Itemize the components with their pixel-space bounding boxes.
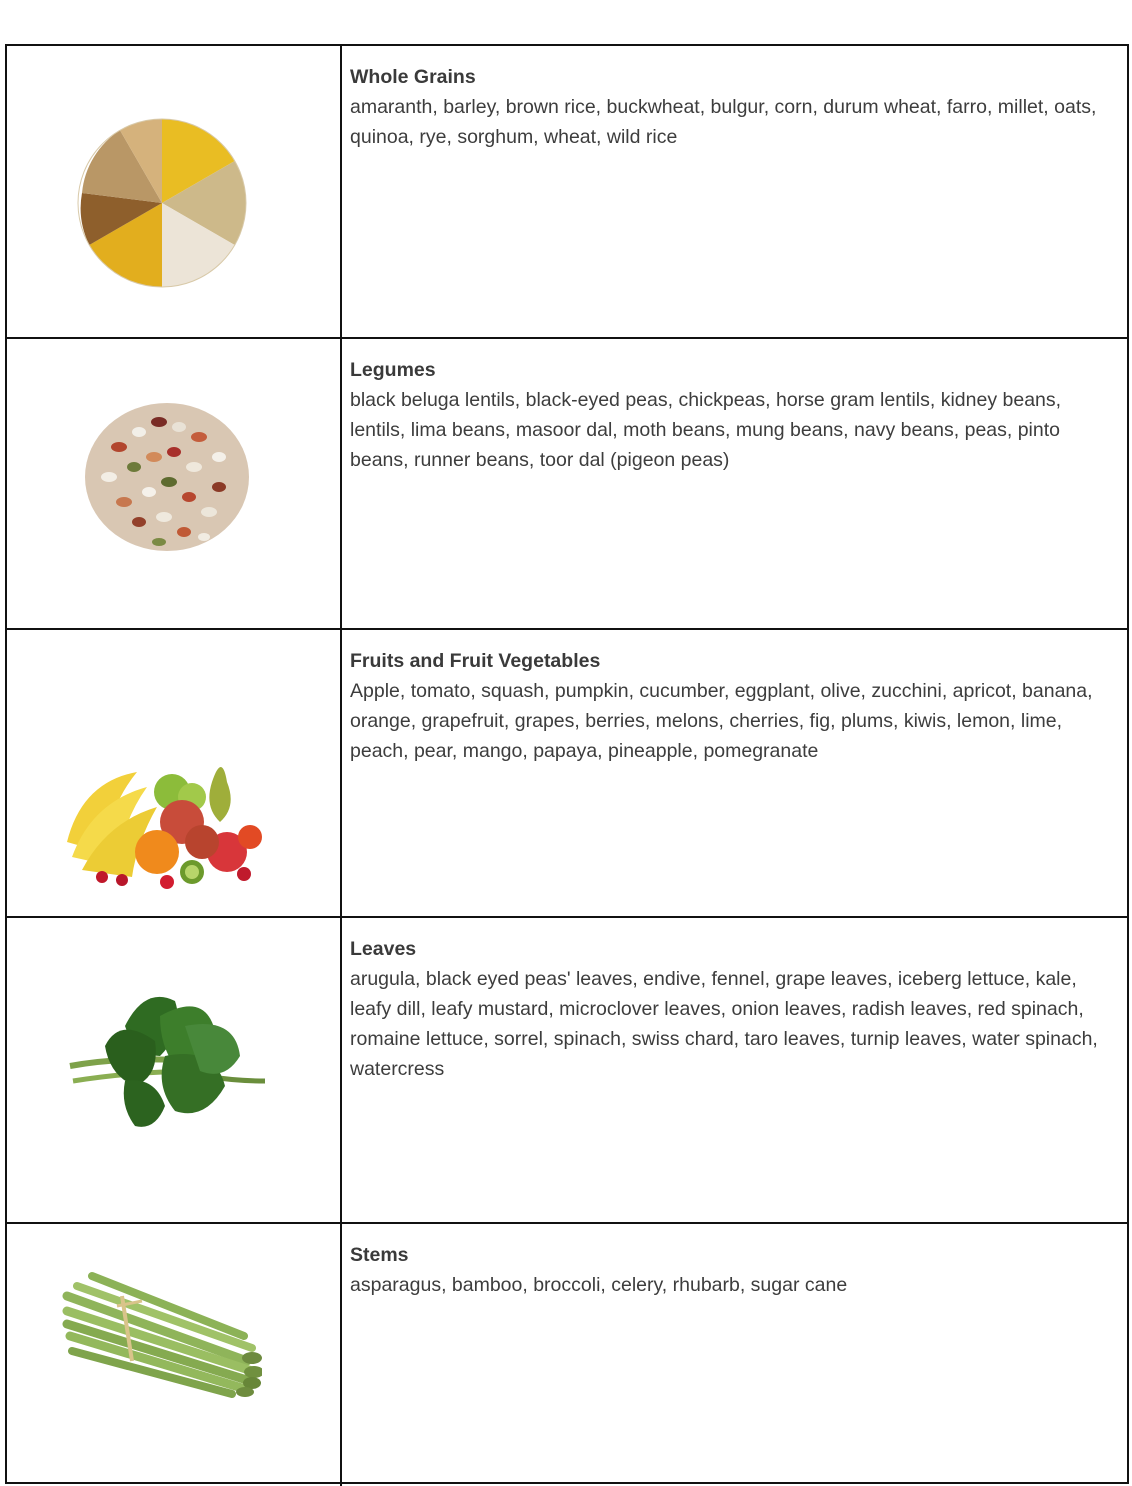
spinach-bunch-image [65, 986, 265, 1136]
text-cell [350, 935, 1115, 1084]
table-row [7, 1224, 1127, 1486]
image-cell [7, 339, 342, 628]
category-items: asparagus, bamboo, broccoli, celery, rhubarb, sugar cane [350, 1274, 848, 1296]
food-category-table [5, 44, 1129, 1484]
table-row [7, 918, 1127, 1224]
table-row [7, 46, 1127, 339]
category-items: arugula, black eyed peas' leaves, endive, fennel, grape leaves, iceberg lettuce, kale, leafy dill, leafy mustard, microclover leaves, onion leaves, radish leaves, red spinach, romaine lettuce, sorrel, spinach, swiss chard, taro leaves, turnip leaves, water spinach, watercress [350, 968, 1098, 1080]
table-row [7, 339, 1127, 630]
image-cell [7, 1224, 342, 1486]
category-title: Stems [350, 1244, 409, 1266]
category-title: Legumes [350, 359, 436, 381]
image-cell [7, 918, 342, 1222]
grain-wheel-image [75, 116, 250, 291]
text-cell [350, 63, 1115, 152]
category-title: Fruits and Fruit Vegetables [350, 650, 601, 672]
table-row [7, 630, 1127, 918]
image-cell [7, 46, 342, 337]
mixed-beans-image [79, 397, 254, 557]
text-cell [350, 356, 1115, 475]
category-title: Whole Grains [350, 66, 476, 88]
category-items: Apple, tomato, squash, pumpkin, cucumber, eggplant, olive, zucchini, apricot, banana, orange, grapefruit, grapes, berries, melons, cherries, fig, plums, kiwis, lemon, lime, peach, pear, mango, papaya, pineapple, pomegranate [350, 680, 1093, 762]
category-items: amaranth, barley, brown rice, buckwheat, bulgur, corn, durum wheat, farro, millet, oats, quinoa, rye, sorghum, wheat, wild rice [350, 96, 1097, 148]
category-title: Leaves [350, 938, 417, 960]
fruit-pile-image [62, 762, 262, 897]
category-items: black beluga lentils, black-eyed peas, chickpeas, horse gram lentils, kidney beans, lentils, lima beans, masoor dal, moth beans, mung beans, navy beans, peas, pinto beans, runner beans, toor dal (pigeon peas) [350, 389, 1062, 471]
text-cell [350, 1241, 1115, 1300]
text-cell [350, 647, 1115, 766]
image-cell [7, 630, 342, 916]
asparagus-bunch-image [62, 1266, 262, 1406]
